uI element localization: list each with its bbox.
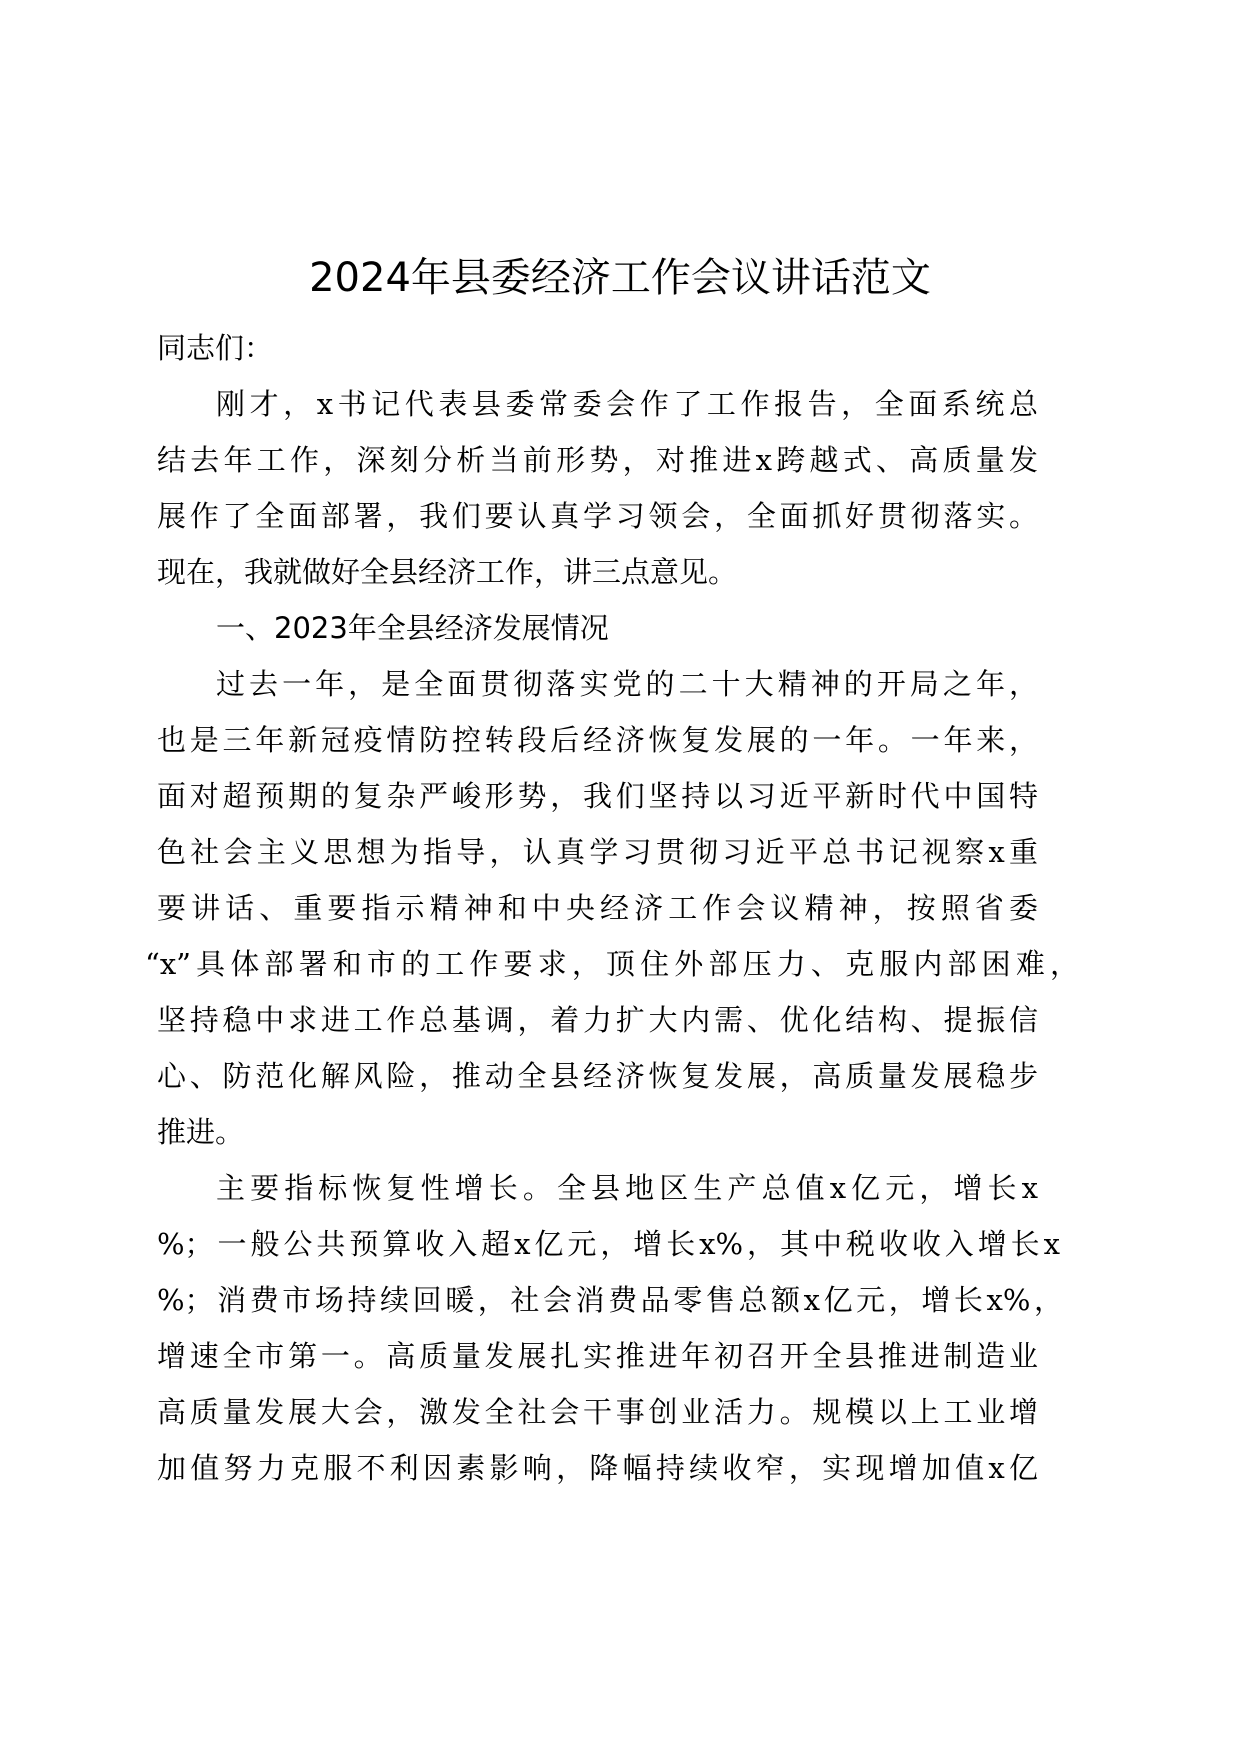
- paragraph-line: 过去一年，是全面贯彻落实党的二十大精神的开局之年，: [216, 667, 1038, 701]
- paragraph-line: 也是三年新冠疫情防控转段后经济恢复发展的一年。一年来，: [157, 723, 1038, 757]
- paragraph-line: 面对超预期的复杂严峻形势，我们坚持以习近平新时代中国特: [157, 779, 1038, 813]
- paragraph-line: 结去年工作，深刻分析当前形势，对推进x跨越式、高质量发: [157, 443, 1038, 477]
- paragraph-line: 加值努力克服不利因素影响，降幅持续收窄，实现增加值x亿: [157, 1451, 1038, 1485]
- paragraph-line: 刚才，x书记代表县委常委会作了工作报告，全面系统总: [216, 387, 1038, 421]
- document-title: 2024年县委经济工作会议讲话范文: [309, 255, 931, 301]
- paragraph-line: 现在，我就做好全县经济工作，讲三点意见。: [157, 555, 738, 589]
- paragraph-line: 高质量发展大会，激发全社会干事创业活力。规模以上工业增: [157, 1395, 1038, 1429]
- paragraph-line: 要讲话、重要指示精神和中央经济工作会议精神，按照省委: [157, 891, 1038, 925]
- paragraph-line: 推进。: [157, 1115, 245, 1149]
- paragraph-line: 心、防范化解风险，推动全县经济恢复发展，高质量发展稳步: [157, 1059, 1038, 1093]
- paragraph-line: “x”具体部署和市的工作要求，顶住外部压力、克服内部困难，: [145, 947, 1079, 981]
- paragraph-line: %；消费市场持续回暖，社会消费品零售总额x亿元，增长x%，: [157, 1283, 1063, 1317]
- paragraph-line: 色社会主义思想为指导，认真学习贯彻习近平总书记视察x重: [157, 835, 1038, 869]
- paragraph-line: 坚持稳中求进工作总基调，着力扩大内需、优化结构、提振信: [157, 1003, 1038, 1037]
- paragraph-line: 增速全市第一。高质量发展扎实推进年初召开全县推进制造业: [157, 1339, 1038, 1373]
- paragraph-line: %；一般公共预算收入超x亿元，增长x%，其中税收收入增长x: [157, 1227, 1060, 1261]
- salutation: 同志们：: [157, 331, 274, 365]
- paragraph-line: 展作了全面部署，我们要认真学习领会，全面抓好贯彻落实。: [157, 499, 1038, 533]
- paragraph-line: 主要指标恢复性增长。全县地区生产总值x亿元，增长x: [216, 1171, 1038, 1205]
- section-heading: 一、2023年全县经济发展情况: [216, 611, 609, 645]
